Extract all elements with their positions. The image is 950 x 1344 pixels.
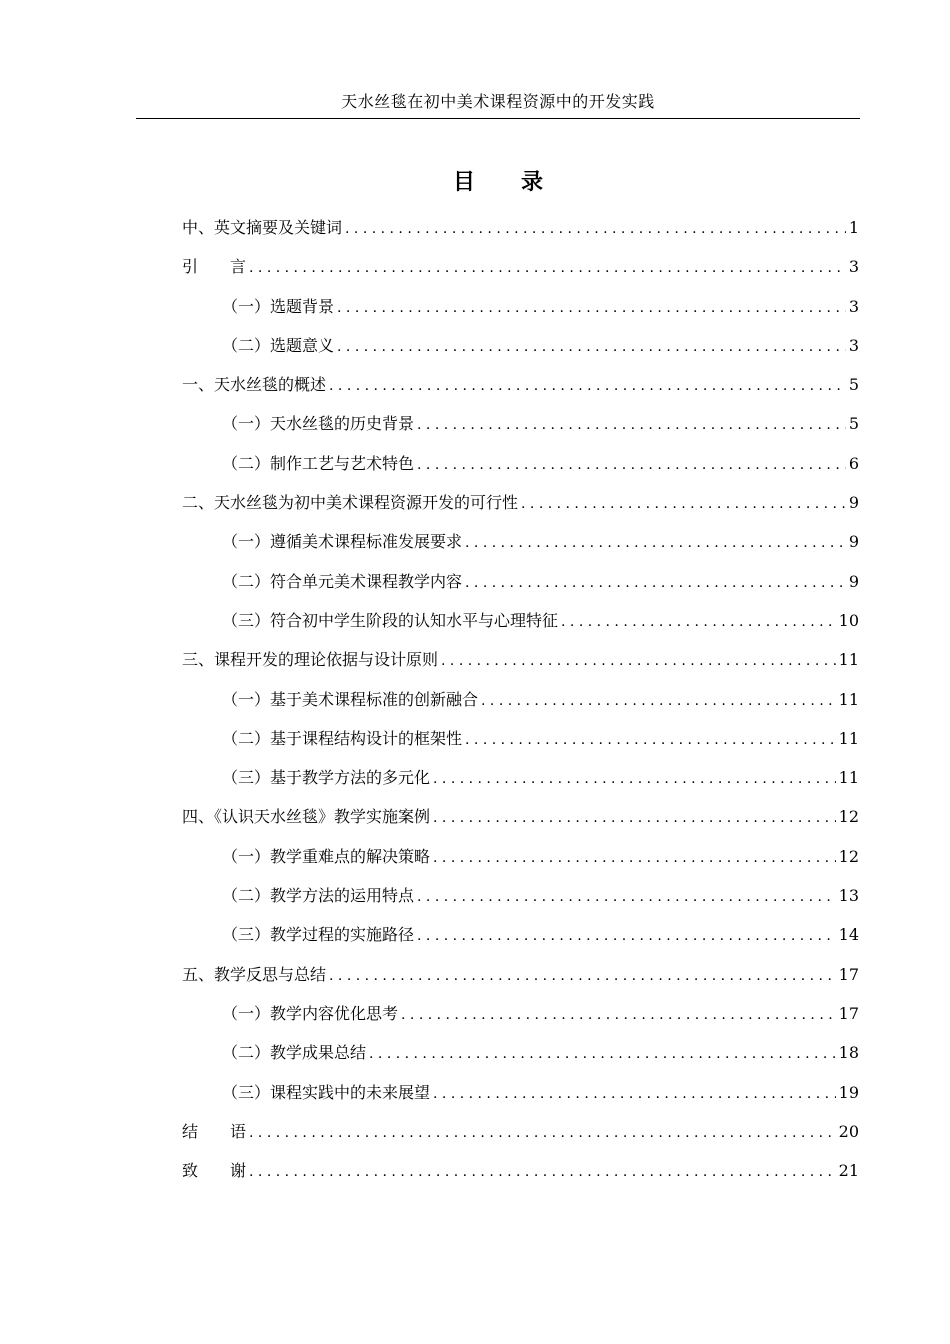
toc-entry-page-number: 3 — [848, 296, 859, 316]
toc-dot-leader — [561, 608, 836, 636]
toc-entry-page-number: 3 — [848, 257, 859, 277]
toc-entry-label: （三）基于教学方法的多元化 — [222, 768, 431, 788]
toc-entry[interactable] — [182, 843, 859, 882]
toc-entry-page-number: 11 — [838, 689, 859, 709]
toc-entry-label: 一、天水丝毯的概述 — [182, 375, 327, 395]
toc-entry-page-number: 21 — [838, 1161, 859, 1181]
toc-entry-label: 结 语 — [182, 1121, 247, 1141]
toc-dot-leader — [433, 844, 836, 872]
toc-entry[interactable] — [182, 450, 859, 489]
toc-entry-page-number: 9 — [848, 571, 859, 591]
toc-entry-label: （二）基于课程结构设计的框架性 — [222, 728, 463, 748]
toc-entry[interactable] — [182, 214, 859, 253]
toc-entry[interactable] — [182, 293, 859, 332]
toc-dot-leader — [417, 922, 836, 950]
toc-dot-leader — [433, 804, 836, 832]
toc-entry[interactable] — [182, 921, 859, 960]
toc-entry-label: 四、《认识天水丝毯》教学实施案例 — [182, 807, 431, 827]
toc-entry-page-number: 11 — [838, 768, 859, 788]
toc-entry-label: 五、教学反思与总结 — [182, 964, 327, 984]
toc-dot-leader — [337, 294, 846, 322]
toc-entry-label: （三）符合初中学生阶段的认知水平与心理特征 — [222, 610, 559, 630]
toc-entry[interactable] — [182, 253, 859, 292]
toc-entry-label: （三）课程实践中的未来展望 — [222, 1082, 431, 1102]
toc-entry-label: （二）选题意义 — [222, 335, 335, 355]
toc-entry[interactable] — [182, 410, 859, 449]
toc-entry[interactable] — [182, 1039, 859, 1078]
toc-entry-page-number: 9 — [848, 532, 859, 552]
running-header: 天水丝毯在初中美术课程资源中的开发实践 — [341, 92, 655, 111]
toc-dot-leader — [249, 1119, 836, 1147]
toc-entry[interactable] — [182, 803, 859, 842]
toc-entry-page-number: 14 — [838, 925, 859, 945]
toc-entry[interactable] — [182, 371, 859, 410]
toc-entry-page-number: 13 — [838, 886, 859, 906]
toc-dot-leader — [417, 451, 846, 479]
toc-entry-page-number: 18 — [838, 1043, 859, 1063]
toc-entry-label: 引 言 — [182, 257, 247, 277]
toc-entry-page-number: 12 — [838, 807, 859, 827]
toc-dot-leader — [465, 726, 836, 754]
toc-dot-leader — [441, 647, 836, 675]
toc-entry[interactable] — [182, 1157, 859, 1196]
header-rule — [136, 118, 860, 119]
toc-entry-page-number: 5 — [848, 414, 859, 434]
toc-entry-page-number: 10 — [838, 610, 859, 630]
toc-entry-page-number: 20 — [838, 1121, 859, 1141]
toc-entry[interactable] — [182, 764, 859, 803]
toc-dot-leader — [481, 687, 836, 715]
toc-entry-label: 二、天水丝毯为初中美术课程资源开发的可行性 — [182, 493, 519, 513]
toc-dot-leader — [465, 529, 846, 557]
toc-entry-label: 致 谢 — [182, 1161, 247, 1181]
toc-entry-page-number: 12 — [838, 846, 859, 866]
toc-entry[interactable] — [182, 607, 859, 646]
toc-entry-label: 中、英文摘要及关键词 — [182, 218, 343, 237]
toc-title-right: 录 — [521, 169, 544, 195]
toc-entry-label: （一）教学重难点的解决策略 — [222, 846, 431, 866]
toc-entry[interactable] — [182, 646, 859, 685]
toc-entry-label: （一）基于美术课程标准的创新融合 — [222, 689, 479, 709]
toc-dot-leader — [337, 333, 846, 361]
toc-entry[interactable] — [182, 332, 859, 371]
toc-entry-label: （二）教学成果总结 — [222, 1043, 367, 1063]
toc-dot-leader — [369, 1040, 836, 1068]
toc-entry-page-number: 1 — [848, 218, 859, 237]
toc-entry-page-number: 11 — [838, 728, 859, 748]
toc-entry-page-number: 9 — [848, 493, 859, 513]
toc-entry[interactable] — [182, 1000, 859, 1039]
toc-entry[interactable] — [182, 528, 859, 567]
toc-entry-page-number: 19 — [838, 1082, 859, 1102]
toc-entry-label: （一）遵循美术课程标准发展要求 — [222, 532, 463, 552]
toc-dot-leader — [249, 254, 846, 282]
toc-entry-label: （一）天水丝毯的历史背景 — [222, 414, 415, 434]
toc-dot-leader — [433, 765, 836, 793]
toc-entry-label: （一）选题背景 — [222, 296, 335, 316]
toc-entry-label: （二）符合单元美术课程教学内容 — [222, 571, 463, 591]
toc-entry[interactable] — [182, 489, 859, 528]
toc-entry-label: （二）教学方法的运用特点 — [222, 886, 415, 906]
toc-entry-page-number: 6 — [848, 453, 859, 473]
toc-dot-leader — [329, 372, 846, 400]
toc-dot-leader — [345, 215, 846, 243]
toc-entry[interactable] — [182, 961, 859, 1000]
toc-title — [136, 166, 860, 198]
toc-entry-page-number: 17 — [838, 1003, 859, 1023]
toc-entry-page-number: 11 — [838, 650, 859, 670]
toc-entry[interactable] — [182, 1118, 859, 1157]
toc-title-left: 目 — [452, 169, 475, 195]
toc-entry-page-number: 17 — [838, 964, 859, 984]
toc-entry[interactable] — [182, 725, 859, 764]
toc-dot-leader — [249, 1158, 836, 1186]
toc-entry-label: （三）教学过程的实施路径 — [222, 925, 415, 945]
table-of-contents — [182, 214, 859, 1196]
toc-dot-leader — [465, 569, 846, 597]
toc-entry-page-number: 3 — [848, 335, 859, 355]
toc-dot-leader — [521, 490, 846, 518]
toc-entry[interactable] — [182, 882, 859, 921]
toc-entry[interactable] — [182, 1079, 859, 1118]
toc-dot-leader — [417, 883, 836, 911]
toc-dot-leader — [401, 1001, 836, 1029]
toc-entry[interactable] — [182, 686, 859, 725]
toc-dot-leader — [329, 962, 836, 990]
toc-dot-leader — [417, 411, 846, 439]
toc-entry-label: 三、课程开发的理论依据与设计原则 — [182, 650, 439, 670]
toc-entry-label: （二）制作工艺与艺术特色 — [222, 453, 415, 473]
toc-dot-leader — [433, 1080, 836, 1108]
toc-entry-page-number: 5 — [848, 375, 859, 395]
toc-entry-label: （一）教学内容优化思考 — [222, 1003, 399, 1023]
toc-entry[interactable] — [182, 568, 859, 607]
